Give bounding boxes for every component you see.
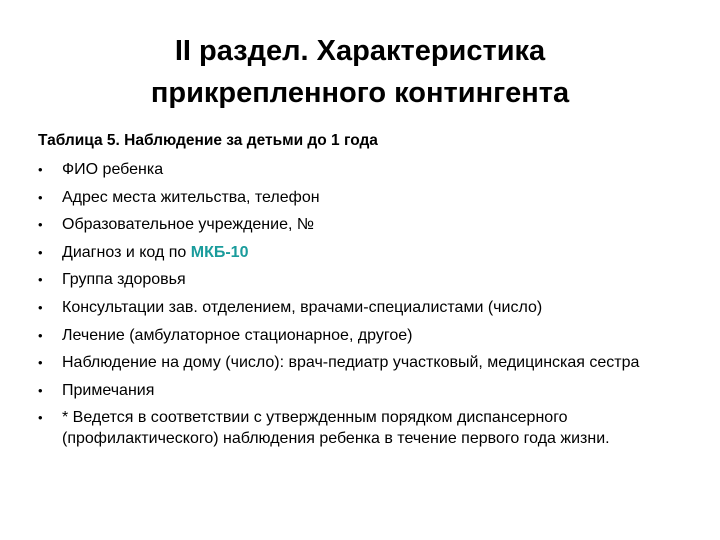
list-item-text: Лечение (амбулаторное стационарное, другое) [62,326,413,344]
bullet-icon: • [38,272,43,288]
list-item-text: Примечания [62,381,155,399]
list-item [36,187,676,208]
list-item [36,159,676,180]
bullet-icon: • [38,244,43,260]
list-item-text: Наблюдение на дому (число): врач-педиатр участковый, медицинская сестра [62,354,640,372]
list-item-text: Консультации зав. отделением, врачами-специалистами (число) [62,298,543,316]
icd-code-highlight: МКБ-10 [190,243,249,261]
bullet-icon: • [38,217,43,233]
list-item [36,297,676,318]
list-item [36,214,676,235]
bullet-icon: • [38,382,43,398]
list-item-text: Образовательное учреждение, № [62,216,315,234]
bullet-icon: • [38,189,43,205]
bullet-list [36,159,676,456]
table-caption: Таблица 5. Наблюдение за детьми до 1 года [38,132,378,149]
bullet-icon: • [38,299,43,315]
slide-title-line-1: II раздел. Характеристика [174,35,546,67]
list-item-text: * Ведется в соответствии с утвержденным порядком диспансерного (профилактического) наблюдения ребенка в течение первого года жизни. [62,409,610,448]
bullet-icon: • [38,327,43,343]
slide-title [40,30,680,114]
slide-title-line-2: прикрепленного контингента [150,77,570,109]
bullet-icon: • [38,162,43,177]
bullet-icon: • [38,355,43,371]
list-item-text: Группа здоровья [62,271,186,289]
list-item [36,380,676,401]
list-item-text: Адрес места жительства, телефон [62,188,320,206]
list-item [36,242,676,263]
list-item [36,269,676,290]
bullet-icon: • [38,410,43,426]
list-item [36,407,676,449]
list-item [36,352,676,373]
list-item-text: ФИО ребенка [62,161,164,178]
list-item [36,325,676,346]
list-item-text: Диагноз и код по [62,243,191,261]
